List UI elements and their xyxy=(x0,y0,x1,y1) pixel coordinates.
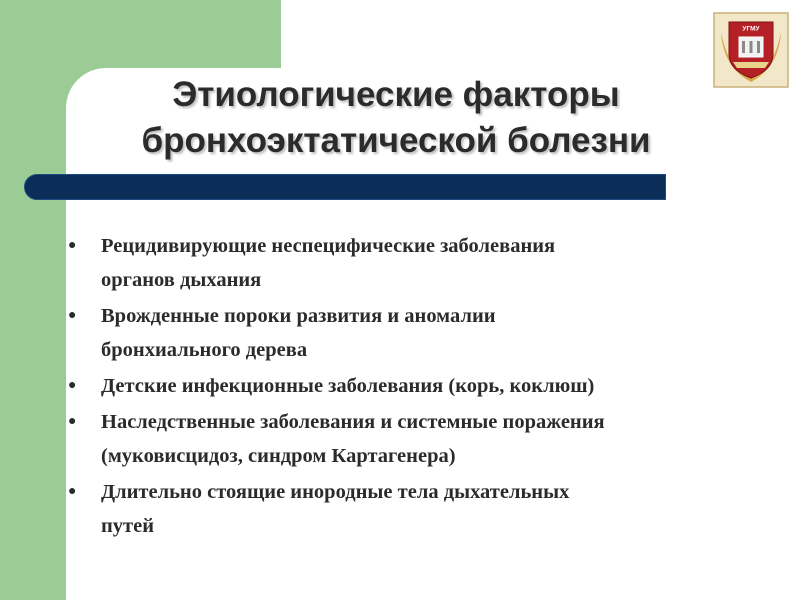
bullet-icon: ● xyxy=(68,484,77,499)
crest-column xyxy=(757,41,760,53)
list-item xyxy=(68,475,768,543)
crest-column xyxy=(742,41,745,53)
crest-text: УГМУ xyxy=(742,25,760,33)
bullet-icon: ● xyxy=(68,378,77,393)
title-line-1: Этиологические факторы xyxy=(172,75,620,114)
university-crest-icon xyxy=(713,12,789,88)
list-item-line: Рецидивирующие неспецифические заболевания xyxy=(101,235,556,257)
title-line-2: бронхоэктатической болезни xyxy=(141,121,651,160)
list-item-line: Врожденные пороки развития и аномалии xyxy=(101,305,496,327)
list-item-line: бронхиального дерева xyxy=(101,339,308,361)
bullet-list xyxy=(68,229,768,545)
list-item-line: (муковисцидоз, синдром Картагенера) xyxy=(101,445,456,467)
slide-title xyxy=(96,72,696,164)
list-item-line: путей xyxy=(101,515,155,537)
list-item-line: Наследственные заболевания и системные поражения xyxy=(101,411,605,433)
list-item-line: органов дыхания xyxy=(101,269,262,291)
list-item xyxy=(68,299,768,367)
title-underline-bar xyxy=(24,174,666,200)
list-item xyxy=(68,229,768,297)
crest-ribbon xyxy=(733,62,769,68)
list-item-line: Длительно стоящие инородные тела дыхательных xyxy=(101,481,570,503)
bullet-icon: ● xyxy=(68,414,77,429)
list-item-line: Детские инфекционные заболевания (корь, коклюш) xyxy=(101,375,595,397)
bullet-icon: ● xyxy=(68,308,77,323)
list-item xyxy=(68,369,768,403)
crest-column xyxy=(750,41,753,53)
bullet-icon: ● xyxy=(68,238,77,253)
list-item xyxy=(68,405,768,473)
